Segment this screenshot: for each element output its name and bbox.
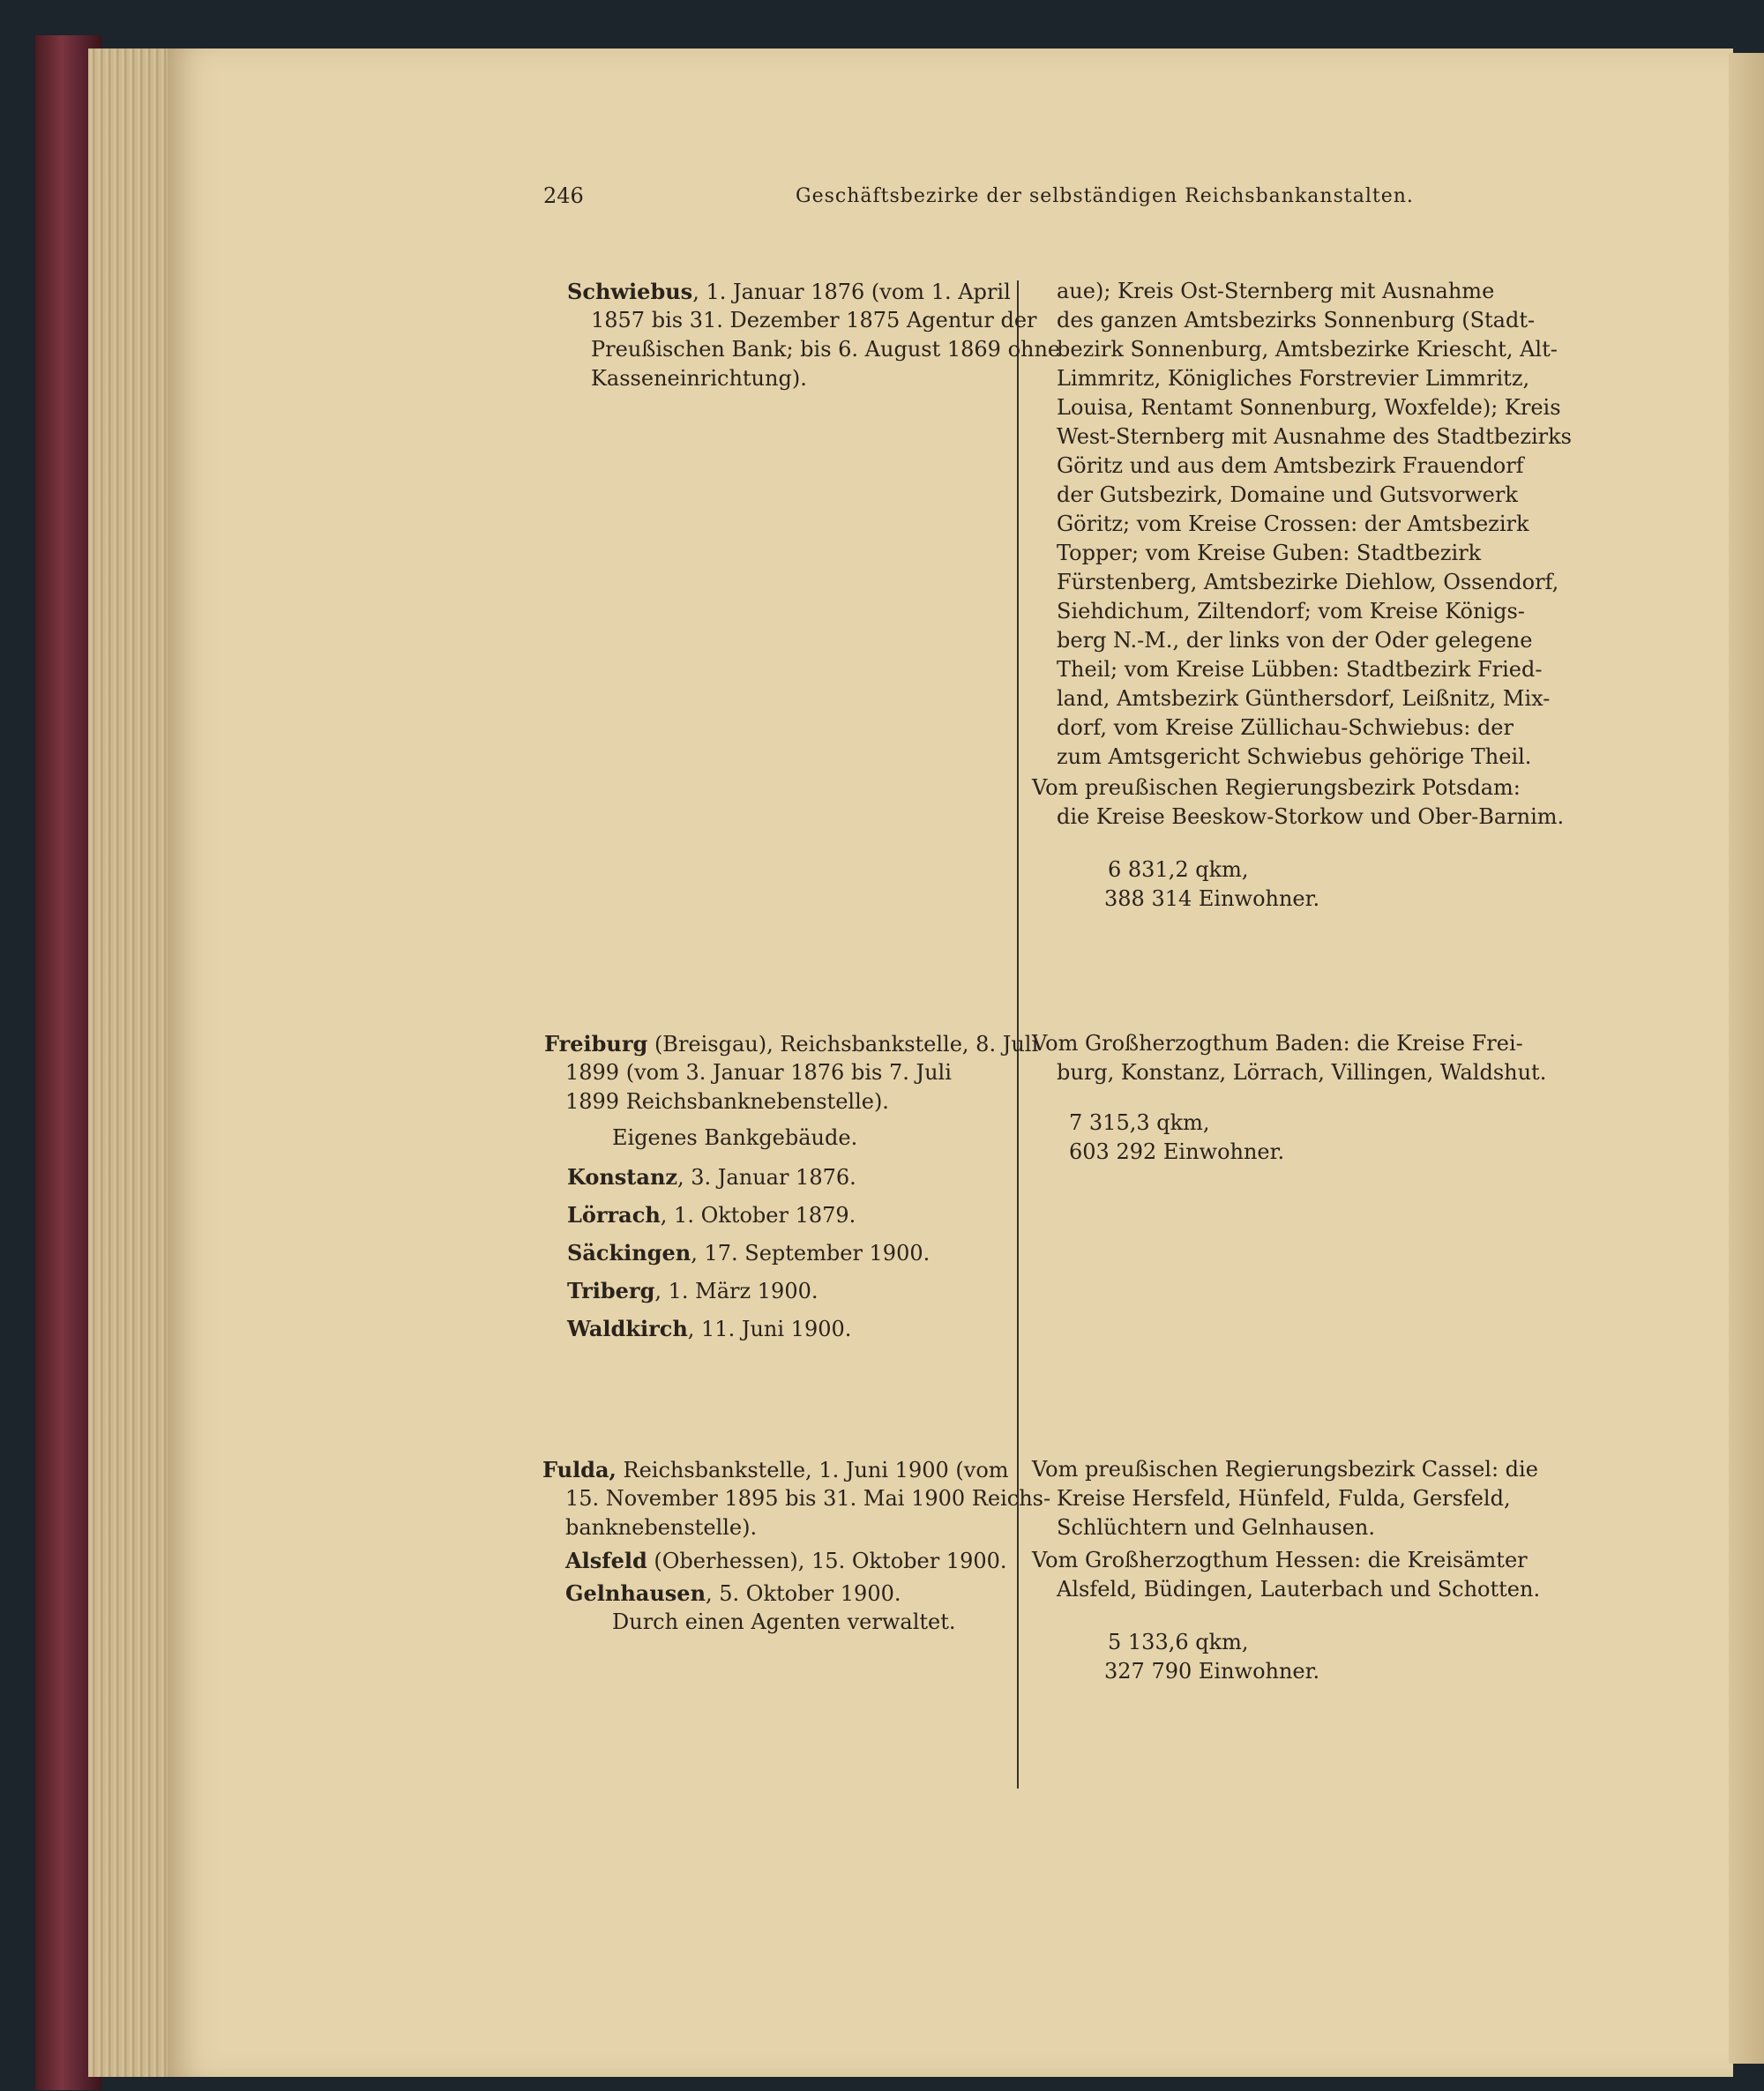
- district-line: Kreise Hersfeld, Hünfeld, Fulda, Gersfeld,: [1057, 1486, 1511, 1511]
- entry-text: (Breisgau), Reichsbankstelle, 8. Juli: [647, 1032, 1039, 1057]
- sub-office-date: , 5. Oktober 1900.: [706, 1581, 901, 1606]
- entry-name: Fulda,: [542, 1457, 617, 1482]
- district-line: Louisa, Rentamt Sonnenburg, Woxfelde); Kreis: [1057, 395, 1561, 420]
- sub-office-date: , 17. September 1900.: [691, 1241, 931, 1266]
- district-line: Theil; vom Kreise Lübben: Stadtbezirk Fried-: [1057, 657, 1543, 682]
- district-line: dorf, vom Kreise Züllichau-Schwiebus: der: [1057, 715, 1514, 740]
- entry-note: Durch einen Agenten verwaltet.: [612, 1609, 956, 1634]
- sub-office-date: , 1. Oktober 1879.: [660, 1203, 856, 1228]
- entry-name: Freiburg: [544, 1031, 648, 1057]
- sub-office: [565, 1579, 901, 1609]
- district-line: Topper; vom Kreise Guben: Stadtbezirk: [1057, 541, 1482, 565]
- district-line: Fürstenberg, Amtsbezirke Diehlow, Ossendorf,: [1057, 570, 1559, 594]
- district-line: Göritz; vom Kreise Crossen: der Amtsbezirk: [1057, 512, 1529, 536]
- district-line: Vom preußischen Regierungsbezirk Potsdam:: [1032, 775, 1521, 800]
- entry-text-line: 1899 (vom 3. Januar 1876 bis 7. Juli: [565, 1060, 952, 1085]
- entry-text-line: Kasseneinrichtung).: [591, 366, 807, 391]
- entry-text-line: Preußischen Bank; bis 6. August 1869 ohne: [591, 337, 1061, 362]
- sub-office-date: , 11. Juni 1900.: [687, 1317, 852, 1341]
- district-line: Göritz und aus dem Amtsbezirk Frauendorf: [1057, 453, 1524, 478]
- entry-text-line: 1899 Reichsbanknebenstelle).: [565, 1089, 889, 1114]
- entry-schwiebus-line-1: [567, 277, 1011, 307]
- entry-fulda-line-1: [542, 1455, 1009, 1485]
- sub-office-name: Lörrach: [567, 1202, 661, 1228]
- sub-office-name: Alsfeld: [565, 1548, 647, 1573]
- entry-text-line: 1857 bis 31. Dezember 1875 Agentur der: [591, 308, 1037, 332]
- district-line: West-Sternberg mit Ausnahme des Stadtbezirks: [1057, 424, 1572, 449]
- population-value: 327 790 Einwohner.: [1104, 1659, 1320, 1684]
- entry-text: Reichsbankstelle, 1. Juni 1900 (vom: [616, 1458, 1009, 1482]
- sub-office-date: , 3. Januar 1876.: [677, 1165, 856, 1190]
- district-line: burg, Konstanz, Lörrach, Villingen, Waldshut.: [1057, 1060, 1547, 1085]
- district-line: Vom preußischen Regierungsbezirk Cassel: die: [1032, 1457, 1538, 1482]
- entry-freiburg-line-1: [544, 1029, 1038, 1059]
- page-number: 246: [543, 183, 584, 208]
- running-header: Geschäftsbezirke der selbständigen Reichsbankanstalten.: [796, 185, 1414, 207]
- population-value: 603 292 Einwohner.: [1069, 1139, 1285, 1164]
- district-line: Vom Großherzogthum Baden: die Kreise Frei-: [1032, 1031, 1523, 1056]
- district-line: Vom Großherzogthum Hessen: die Kreisämter: [1032, 1548, 1528, 1572]
- sub-office: [567, 1162, 856, 1192]
- district-line: der Gutsbezirk, Domaine und Gutsvorwerk: [1057, 482, 1518, 507]
- sub-office-name: Konstanz: [567, 1164, 678, 1190]
- sub-office: [565, 1546, 1007, 1576]
- district-line: Siehdichum, Ziltendorf; vom Kreise Königs-: [1057, 599, 1525, 624]
- sub-office-date: (Oberhessen), 15. Oktober 1900.: [647, 1549, 1007, 1573]
- district-line: Alsfeld, Büdingen, Lauterbach und Schotten.: [1057, 1577, 1541, 1602]
- area-value: 5 133,6 qkm,: [1108, 1630, 1249, 1654]
- district-line: land, Amtsbezirk Günthersdorf, Leißnitz, Mix-: [1057, 686, 1551, 711]
- entry-text-line: 15. November 1895 bis 31. Mai 1900 Reichs-: [565, 1486, 1051, 1511]
- district-line: bezirk Sonnenburg, Amtsbezirke Kriescht, Alt-: [1057, 337, 1558, 362]
- district-line: des ganzen Amtsbezirks Sonnenburg (Stadt-: [1057, 308, 1536, 332]
- sub-office: [567, 1200, 856, 1230]
- area-value: 6 831,2 qkm,: [1108, 857, 1249, 882]
- page-edges: [88, 49, 172, 2077]
- district-line: zum Amtsgericht Schwiebus gehörige Theil.: [1057, 744, 1532, 769]
- district-line: Schlüchtern und Gelnhausen.: [1057, 1515, 1376, 1540]
- sub-office-name: Waldkirch: [567, 1316, 688, 1341]
- entry-text: , 1. Januar 1876 (vom 1. April: [692, 280, 1011, 304]
- entry-name: Schwiebus: [567, 279, 693, 304]
- district-line: die Kreise Beeskow-Storkow und Ober-Barnim.: [1057, 804, 1565, 829]
- sub-office-name: Säckingen: [567, 1240, 691, 1266]
- sub-office: [567, 1276, 818, 1306]
- sub-office: [567, 1238, 930, 1268]
- sub-office-name: Triberg: [567, 1278, 655, 1303]
- population-value: 388 314 Einwohner.: [1104, 886, 1320, 911]
- entry-note: Eigenes Bankgebäude.: [612, 1125, 858, 1150]
- entry-text-line: banknebenstelle).: [565, 1515, 758, 1540]
- district-line: aue); Kreis Ost-Sternberg mit Ausnahme: [1057, 279, 1495, 303]
- district-line: berg N.-M., der links von der Oder gelegene: [1057, 628, 1533, 653]
- district-line: Limmritz, Königliches Forstrevier Limmritz,: [1057, 366, 1530, 391]
- sub-office-date: , 1. März 1900.: [654, 1279, 818, 1303]
- area-value: 7 315,3 qkm,: [1069, 1110, 1210, 1135]
- sub-office: [567, 1314, 851, 1344]
- facing-page-edge: [1729, 53, 1764, 2064]
- sub-office-name: Gelnhausen: [565, 1580, 706, 1606]
